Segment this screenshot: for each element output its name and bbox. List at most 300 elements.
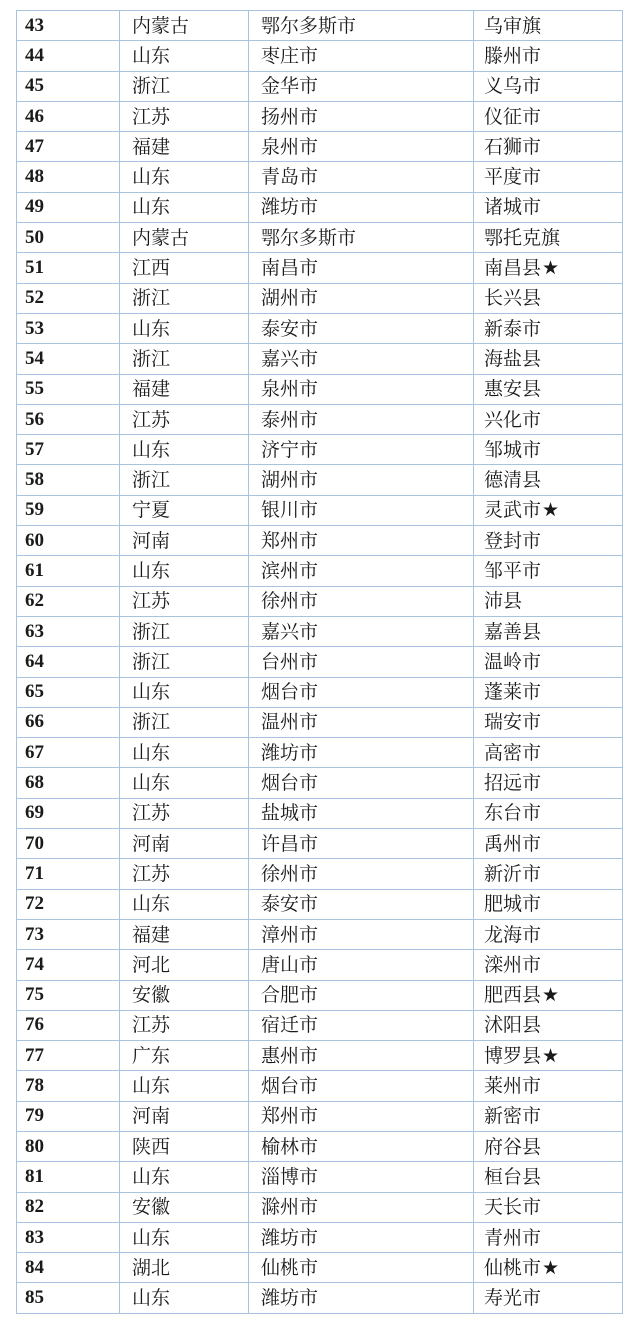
table-row xyxy=(17,162,623,192)
rank-text: 72 xyxy=(25,893,44,915)
table-row xyxy=(17,192,623,222)
rank-cell xyxy=(17,313,120,343)
rank-cell xyxy=(17,404,120,434)
county-cell xyxy=(474,1162,623,1192)
rank-text: 71 xyxy=(25,862,44,884)
county-text: 乌审旗 xyxy=(484,14,542,37)
county-cell xyxy=(474,1010,623,1040)
city-text: 鄂尔多斯市 xyxy=(261,226,357,249)
rank-cell xyxy=(17,829,120,859)
province-text: 浙江 xyxy=(132,287,171,310)
rank-cell xyxy=(17,1222,120,1252)
rank-text: 79 xyxy=(25,1105,44,1127)
city-text: 郑州市 xyxy=(261,1105,319,1128)
province-cell xyxy=(120,586,249,616)
rank-text: 56 xyxy=(25,408,44,430)
star-icon: ★ xyxy=(542,257,560,280)
city-text: 济宁市 xyxy=(261,438,319,461)
province-cell xyxy=(120,707,249,737)
city-cell xyxy=(249,1253,474,1283)
rank-text: 81 xyxy=(25,1165,44,1187)
province-cell xyxy=(120,374,249,404)
rank-text: 61 xyxy=(25,559,44,581)
city-cell xyxy=(249,707,474,737)
county-cell xyxy=(474,738,623,768)
rank-cell xyxy=(17,495,120,525)
city-text: 泰安市 xyxy=(261,893,319,916)
province-cell xyxy=(120,1041,249,1071)
city-text: 徐州市 xyxy=(261,590,319,613)
city-text: 台州市 xyxy=(261,650,319,673)
city-cell xyxy=(249,526,474,556)
province-cell xyxy=(120,616,249,646)
province-text: 山东 xyxy=(132,1165,171,1188)
province-text: 江苏 xyxy=(132,408,171,431)
county-cell xyxy=(474,859,623,889)
city-cell xyxy=(249,223,474,253)
rank-text: 44 xyxy=(25,44,44,66)
county-cell xyxy=(474,950,623,980)
city-text: 郑州市 xyxy=(261,529,319,552)
table-row xyxy=(17,404,623,434)
rank-text: 69 xyxy=(25,802,44,824)
city-cell xyxy=(249,132,474,162)
city-text: 潍坊市 xyxy=(261,741,319,764)
province-cell xyxy=(120,435,249,465)
city-text: 唐山市 xyxy=(261,953,319,976)
rank-cell xyxy=(17,1071,120,1101)
county-text: 招远市 xyxy=(484,772,542,795)
province-text: 江苏 xyxy=(132,105,171,128)
province-text: 安徽 xyxy=(132,1196,171,1219)
rank-text: 62 xyxy=(25,590,44,612)
county-text: 兴化市 xyxy=(484,408,542,431)
table-row xyxy=(17,41,623,71)
county-cell xyxy=(474,556,623,586)
county-cell xyxy=(474,11,623,41)
city-cell xyxy=(249,1131,474,1161)
city-cell xyxy=(249,556,474,586)
rank-cell xyxy=(17,162,120,192)
county-text: 肥城市 xyxy=(484,893,542,916)
table-row xyxy=(17,1192,623,1222)
province-cell xyxy=(120,1162,249,1192)
city-text: 仙桃市 xyxy=(261,1256,319,1279)
province-text: 浙江 xyxy=(132,650,171,673)
rank-cell xyxy=(17,101,120,131)
city-cell xyxy=(249,798,474,828)
city-text: 榆林市 xyxy=(261,1135,319,1158)
province-cell xyxy=(120,768,249,798)
province-text: 广东 xyxy=(132,1044,171,1067)
rank-text: 57 xyxy=(25,438,44,460)
province-cell xyxy=(120,647,249,677)
province-cell xyxy=(120,829,249,859)
rank-cell xyxy=(17,859,120,889)
city-cell xyxy=(249,1071,474,1101)
province-text: 湖北 xyxy=(132,1256,171,1279)
province-text: 江苏 xyxy=(132,862,171,885)
county-text: 海盐县 xyxy=(484,347,542,370)
county-cell xyxy=(474,435,623,465)
rank-cell xyxy=(17,344,120,374)
city-cell xyxy=(249,586,474,616)
county-cell xyxy=(474,313,623,343)
county-cell xyxy=(474,1253,623,1283)
county-text: 鄂托克旗 xyxy=(484,226,561,249)
rank-cell xyxy=(17,556,120,586)
county-cell xyxy=(474,495,623,525)
table-row xyxy=(17,313,623,343)
ranking-table-body xyxy=(17,11,623,1314)
rank-cell xyxy=(17,980,120,1010)
city-cell xyxy=(249,1010,474,1040)
city-cell xyxy=(249,11,474,41)
table-row xyxy=(17,919,623,949)
city-text: 嘉兴市 xyxy=(261,620,319,643)
city-text: 扬州市 xyxy=(261,105,319,128)
province-text: 江苏 xyxy=(132,1014,171,1037)
province-cell xyxy=(120,1010,249,1040)
rank-text: 50 xyxy=(25,226,44,248)
city-cell xyxy=(249,1192,474,1222)
county-cell xyxy=(474,919,623,949)
county-cell xyxy=(474,616,623,646)
rank-cell xyxy=(17,11,120,41)
rank-text: 64 xyxy=(25,650,44,672)
table-row xyxy=(17,1222,623,1252)
province-cell xyxy=(120,344,249,374)
city-text: 宿迁市 xyxy=(261,1014,319,1037)
county-text: 邹平市 xyxy=(484,559,542,582)
table-row xyxy=(17,283,623,313)
province-cell xyxy=(120,950,249,980)
province-text: 山东 xyxy=(132,772,171,795)
county-cell xyxy=(474,1192,623,1222)
city-text: 金华市 xyxy=(261,75,319,98)
county-text: 仪征市 xyxy=(484,105,542,128)
county-cell xyxy=(474,283,623,313)
rank-cell xyxy=(17,223,120,253)
province-text: 河北 xyxy=(132,953,171,976)
province-text: 山东 xyxy=(132,681,171,704)
county-ranking-table xyxy=(16,10,623,1314)
province-text: 安徽 xyxy=(132,984,171,1007)
table-row xyxy=(17,374,623,404)
province-cell xyxy=(120,556,249,586)
province-cell xyxy=(120,1131,249,1161)
county-text: 禹州市 xyxy=(484,832,542,855)
county-text: 府谷县 xyxy=(484,1135,542,1158)
county-text: 青州市 xyxy=(484,1226,542,1249)
county-cell xyxy=(474,798,623,828)
province-text: 河南 xyxy=(132,1105,171,1128)
county-text: 南昌县 xyxy=(484,257,542,280)
province-text: 河南 xyxy=(132,832,171,855)
table-row xyxy=(17,616,623,646)
city-cell xyxy=(249,677,474,707)
county-text: 德清县 xyxy=(484,469,542,492)
county-cell xyxy=(474,707,623,737)
star-icon: ★ xyxy=(542,1256,560,1279)
rank-text: 77 xyxy=(25,1044,44,1066)
province-cell xyxy=(120,71,249,101)
province-cell xyxy=(120,980,249,1010)
province-text: 浙江 xyxy=(132,620,171,643)
province-cell xyxy=(120,101,249,131)
county-cell xyxy=(474,41,623,71)
province-text: 浙江 xyxy=(132,75,171,98)
city-cell xyxy=(249,435,474,465)
rank-cell xyxy=(17,919,120,949)
city-cell xyxy=(249,71,474,101)
rank-text: 55 xyxy=(25,378,44,400)
table-row xyxy=(17,435,623,465)
province-text: 江西 xyxy=(132,257,171,280)
city-cell xyxy=(249,192,474,222)
province-text: 宁夏 xyxy=(132,499,171,522)
county-cell xyxy=(474,1283,623,1313)
province-cell xyxy=(120,798,249,828)
rank-text: 73 xyxy=(25,923,44,945)
table-row xyxy=(17,1101,623,1131)
province-text: 浙江 xyxy=(132,711,171,734)
table-row xyxy=(17,950,623,980)
rank-cell xyxy=(17,798,120,828)
city-text: 银川市 xyxy=(261,499,319,522)
province-cell xyxy=(120,859,249,889)
rank-cell xyxy=(17,677,120,707)
county-text: 沭阳县 xyxy=(484,1014,542,1037)
table-row xyxy=(17,859,623,889)
county-cell xyxy=(474,829,623,859)
province-text: 福建 xyxy=(132,135,171,158)
city-cell xyxy=(249,253,474,283)
province-text: 山东 xyxy=(132,741,171,764)
rank-cell xyxy=(17,192,120,222)
rank-cell xyxy=(17,950,120,980)
city-cell xyxy=(249,980,474,1010)
city-text: 温州市 xyxy=(261,711,319,734)
table-row xyxy=(17,1131,623,1161)
county-text: 寿光市 xyxy=(484,1287,542,1310)
rank-text: 58 xyxy=(25,469,44,491)
county-text: 博罗县 xyxy=(484,1044,542,1067)
province-text: 山东 xyxy=(132,893,171,916)
rank-cell xyxy=(17,616,120,646)
county-cell xyxy=(474,192,623,222)
county-cell xyxy=(474,889,623,919)
star-icon: ★ xyxy=(542,984,560,1007)
rank-cell xyxy=(17,465,120,495)
city-cell xyxy=(249,283,474,313)
province-cell xyxy=(120,41,249,71)
province-text: 山东 xyxy=(132,438,171,461)
city-text: 盐城市 xyxy=(261,802,319,825)
county-cell xyxy=(474,101,623,131)
table-row xyxy=(17,11,623,41)
city-cell xyxy=(249,768,474,798)
table-row xyxy=(17,647,623,677)
province-cell xyxy=(120,223,249,253)
province-text: 山东 xyxy=(132,1287,171,1310)
city-cell xyxy=(249,950,474,980)
city-text: 枣庄市 xyxy=(261,44,319,67)
rank-text: 67 xyxy=(25,741,44,763)
table-row xyxy=(17,768,623,798)
rank-text: 65 xyxy=(25,681,44,703)
city-cell xyxy=(249,313,474,343)
county-text: 登封市 xyxy=(484,529,542,552)
province-cell xyxy=(120,1192,249,1222)
county-cell xyxy=(474,223,623,253)
city-text: 漳州市 xyxy=(261,923,319,946)
province-text: 福建 xyxy=(132,923,171,946)
county-cell xyxy=(474,1131,623,1161)
province-cell xyxy=(120,738,249,768)
rank-text: 45 xyxy=(25,75,44,97)
city-cell xyxy=(249,889,474,919)
table-row xyxy=(17,223,623,253)
county-text: 新泰市 xyxy=(484,317,542,340)
county-cell xyxy=(474,71,623,101)
rank-cell xyxy=(17,283,120,313)
table-row xyxy=(17,707,623,737)
table-row xyxy=(17,344,623,374)
rank-cell xyxy=(17,1253,120,1283)
province-text: 内蒙古 xyxy=(132,14,190,37)
province-cell xyxy=(120,1253,249,1283)
rank-cell xyxy=(17,374,120,404)
county-cell xyxy=(474,1101,623,1131)
city-cell xyxy=(249,1041,474,1071)
province-text: 内蒙古 xyxy=(132,226,190,249)
county-text: 莱州市 xyxy=(484,1075,542,1098)
city-cell xyxy=(249,41,474,71)
table-row xyxy=(17,253,623,283)
rank-cell xyxy=(17,1162,120,1192)
province-cell xyxy=(120,1222,249,1252)
rank-text: 74 xyxy=(25,953,44,975)
county-cell xyxy=(474,344,623,374)
province-cell xyxy=(120,889,249,919)
county-text: 天长市 xyxy=(484,1196,542,1219)
county-text: 滦州市 xyxy=(484,953,542,976)
rank-text: 54 xyxy=(25,347,44,369)
rank-text: 43 xyxy=(25,14,44,36)
table-row xyxy=(17,132,623,162)
county-cell xyxy=(474,162,623,192)
province-cell xyxy=(120,1283,249,1313)
table-row xyxy=(17,495,623,525)
county-cell xyxy=(474,404,623,434)
province-cell xyxy=(120,919,249,949)
county-cell xyxy=(474,374,623,404)
rank-cell xyxy=(17,132,120,162)
city-text: 徐州市 xyxy=(261,862,319,885)
county-cell xyxy=(474,1071,623,1101)
rank-text: 60 xyxy=(25,529,44,551)
city-cell xyxy=(249,374,474,404)
province-text: 山东 xyxy=(132,44,171,67)
table-row xyxy=(17,798,623,828)
rank-cell xyxy=(17,707,120,737)
city-cell xyxy=(249,616,474,646)
province-cell xyxy=(120,526,249,556)
table-row xyxy=(17,101,623,131)
county-text: 肥西县 xyxy=(484,984,542,1007)
table-row xyxy=(17,829,623,859)
city-text: 烟台市 xyxy=(261,772,319,795)
rank-text: 80 xyxy=(25,1135,44,1157)
city-cell xyxy=(249,1222,474,1252)
province-text: 河南 xyxy=(132,529,171,552)
county-text: 新密市 xyxy=(484,1105,542,1128)
city-text: 湖州市 xyxy=(261,469,319,492)
county-cell xyxy=(474,586,623,616)
county-text: 蓬莱市 xyxy=(484,681,542,704)
province-text: 山东 xyxy=(132,1075,171,1098)
county-cell xyxy=(474,1041,623,1071)
city-text: 泉州市 xyxy=(261,135,319,158)
province-cell xyxy=(120,677,249,707)
county-cell xyxy=(474,768,623,798)
rank-text: 52 xyxy=(25,287,44,309)
county-text: 桓台县 xyxy=(484,1165,542,1188)
city-text: 泉州市 xyxy=(261,378,319,401)
table-row xyxy=(17,71,623,101)
province-text: 浙江 xyxy=(132,347,171,370)
table-row xyxy=(17,1041,623,1071)
city-text: 滁州市 xyxy=(261,1196,319,1219)
city-cell xyxy=(249,859,474,889)
county-text: 滕州市 xyxy=(484,44,542,67)
county-text: 沛县 xyxy=(484,590,523,613)
county-text: 长兴县 xyxy=(484,287,542,310)
rank-text: 83 xyxy=(25,1226,44,1248)
table-row xyxy=(17,738,623,768)
rank-text: 78 xyxy=(25,1075,44,1097)
city-cell xyxy=(249,1162,474,1192)
rank-text: 84 xyxy=(25,1256,44,1278)
rank-text: 47 xyxy=(25,135,44,157)
county-text: 东台市 xyxy=(484,802,542,825)
table-row xyxy=(17,1010,623,1040)
rank-cell xyxy=(17,1192,120,1222)
county-cell xyxy=(474,526,623,556)
province-text: 江苏 xyxy=(132,590,171,613)
rank-text: 53 xyxy=(25,317,44,339)
city-cell xyxy=(249,647,474,677)
rank-text: 82 xyxy=(25,1196,44,1218)
province-cell xyxy=(120,283,249,313)
province-cell xyxy=(120,1101,249,1131)
table-row xyxy=(17,980,623,1010)
city-cell xyxy=(249,919,474,949)
rank-cell xyxy=(17,768,120,798)
star-icon: ★ xyxy=(542,1044,560,1067)
county-cell xyxy=(474,465,623,495)
county-text: 惠安县 xyxy=(484,378,542,401)
city-cell xyxy=(249,101,474,131)
city-cell xyxy=(249,1101,474,1131)
city-text: 潍坊市 xyxy=(261,1287,319,1310)
province-cell xyxy=(120,162,249,192)
rank-cell xyxy=(17,1131,120,1161)
county-text: 邹城市 xyxy=(484,438,542,461)
province-text: 山东 xyxy=(132,317,171,340)
province-cell xyxy=(120,313,249,343)
